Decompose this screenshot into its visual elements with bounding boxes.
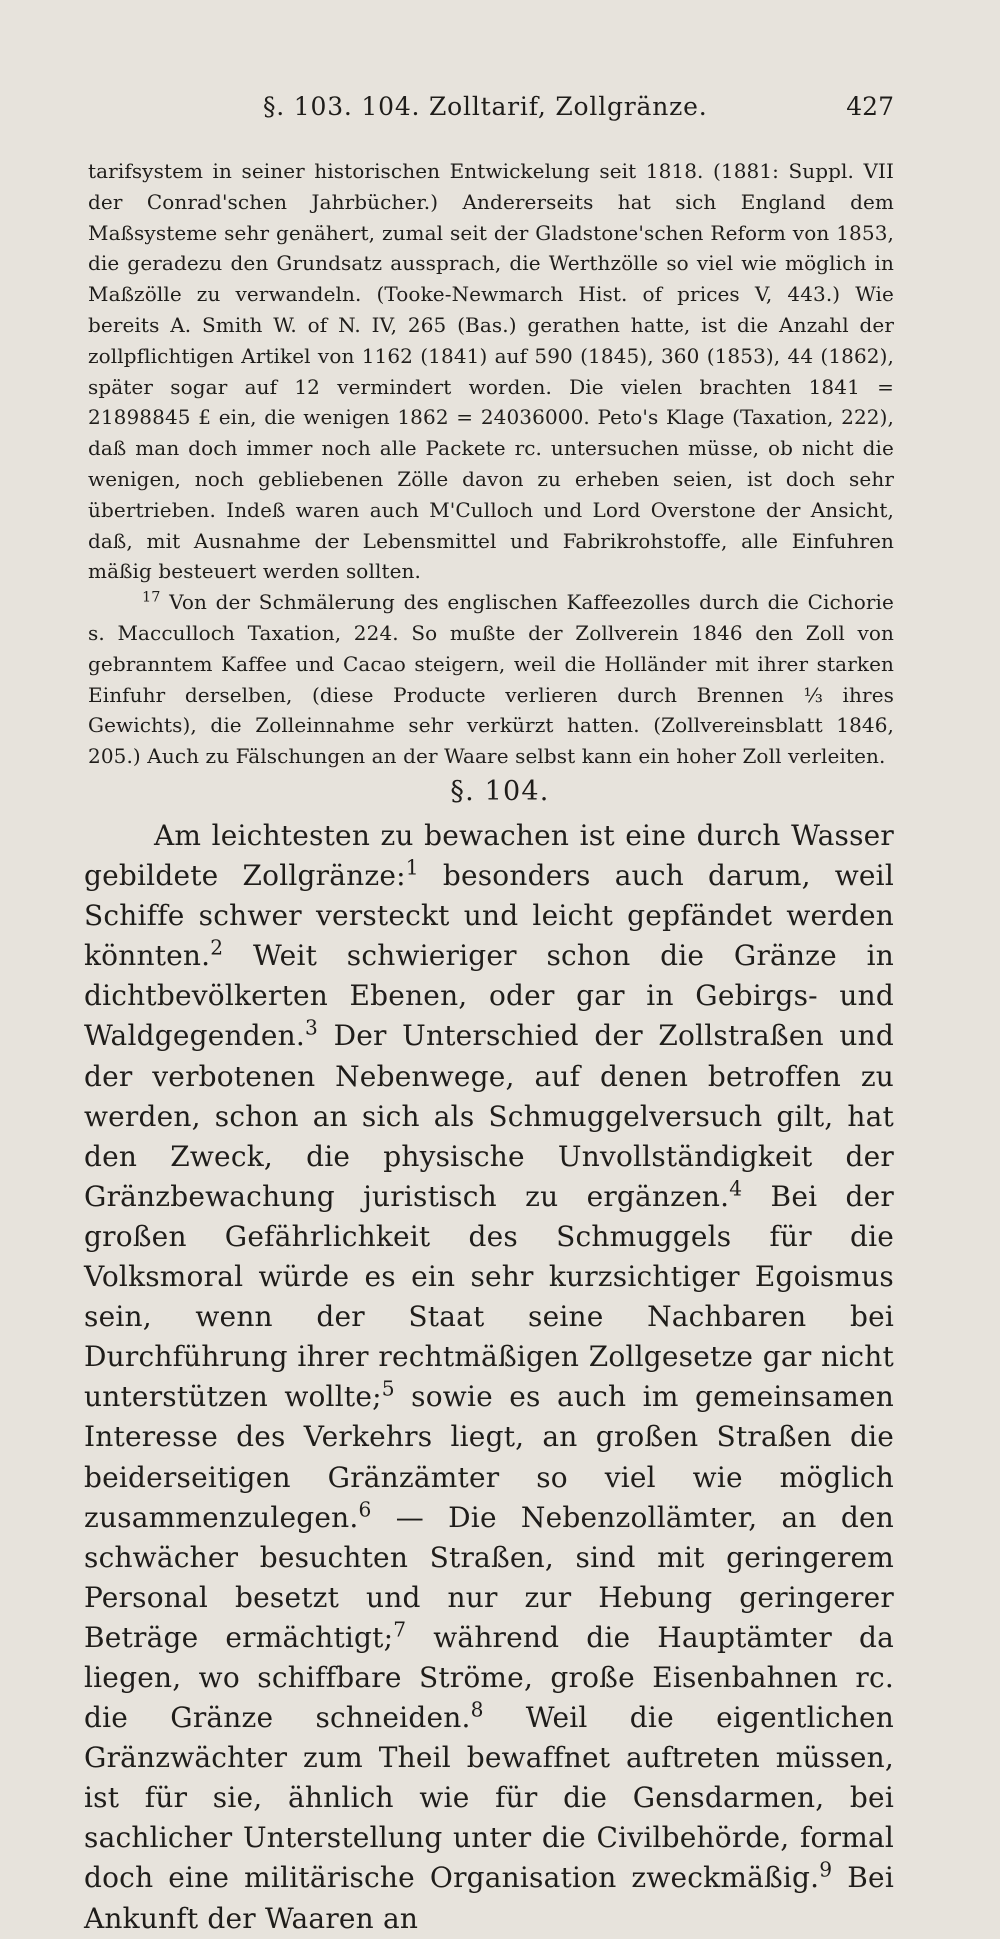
footnote-ref-8: 8 — [470, 1697, 484, 1722]
footnote-17 — [88, 587, 894, 772]
footnote-marker: 17 — [142, 589, 161, 606]
footnote-ref-3: 3 — [304, 1016, 318, 1041]
main-text-part: Bei der großen Gefährlichkeit des Schmuggels für die Volksmoral würde es ein sehr kurzsichtiger Egoismus sein, wenn der Staat seine Nachbaren bei Durchführung ihrer rechtmäßigen Zollgesetze gar nicht unterstützen wollte; — [84, 1179, 894, 1414]
section-heading: §. 104. — [450, 776, 550, 807]
main-text-part: Der Unterschied der Zollstraßen und der verbotenen Nebenwege, auf denen betroffen zu werden, schon an sich als Schmuggelversuch gilt, hat den Zweck, die physische Unvollständigkeit der Gränzbewachung juristisch zu ergänzen. — [84, 1019, 894, 1213]
page-number: 427 — [846, 92, 894, 121]
main-text-part: Weil die eigentlichen Gränzwächter zum Theil bewaffnet auftreten müssen, ist für sie, ähnlich wie für die Gensdarmen, bei sachlicher Unterstellung unter die Civilbehörde, formal doch eine militärische Organisation zweckmäßig. — [84, 1701, 895, 1895]
main-text-part: während die Hauptämter da liegen, wo schiffbare Ströme, große Eisenbahnen rc. die Gränze schneiden. — [84, 1620, 894, 1735]
footnote-ref-7: 7 — [393, 1617, 407, 1642]
notes-block — [88, 156, 894, 772]
footnote-ref-5: 5 — [381, 1376, 395, 1401]
footnote-ref-6: 6 — [358, 1497, 372, 1522]
main-text-part: Bei Ankunft der Waaren an — [84, 1861, 894, 1935]
footnote-ref-9: 9 — [819, 1858, 833, 1883]
main-text-part: — Die Nebenzollämter, an den schwächer besuchten Straßen, sind mit geringerem Personal besetzt und nur zur Hebung geringerer Beträge ermächtigt; — [84, 1500, 894, 1654]
footnote-text: Von der Schmälerung des englischen Kaffeezolles durch die Cichorie s. Macculloch Taxation, 224. So mußte der Zollverein 1846 den Zoll von gebranntem Kaffee und Cacao steigern, weil die Holländer mit ihrer starken Einfuhr derselben, (diese Producte verlieren durch Brennen ⅓ ihres Gewichts), die Zolleinnahme sehr verkürzt hatten. (Zollvereinsblatt 1846, 205.) Auch zu Fälschungen an der Waare selbst kann ein hoher Zoll verleiten. — [88, 590, 894, 769]
main-paragraph — [84, 816, 894, 1939]
main-text-part: sowie es auch im gemeinsamen Interesse des Verkehrs liegt, an großen Straßen die beiderseitigen Gränzämter so viel wie möglich zusammenzulegen. — [84, 1380, 894, 1534]
main-intro: Am leichtesten zu bewachen ist eine durch Wasser gebildete Zollgränze: — [84, 819, 894, 893]
page-header — [88, 92, 894, 128]
footnote-ref-4: 4 — [729, 1176, 743, 1201]
running-head: §. 103. 104. Zolltarif, Zollgränze. — [263, 92, 708, 121]
main-text-part: Weit schwieriger schon die Gränze in dichtbevölkerten Ebenen, oder gar in Gebirgs- und Waldgegenden. — [84, 939, 894, 1053]
footnote-ref-1: 1 — [405, 855, 419, 880]
main-text-part: besonders auch darum, weil Schiffe schwer versteckt und leicht gepfändet werden könnten. — [84, 859, 894, 973]
note-paragraph: tarifsystem in seiner historischen Entwickelung seit 1818. (1881: Suppl. VII der Conrad'schen Jahrbücher.) Andererseits hat sich England dem Maßsysteme sehr genähert, zumal seit der Gladstone'schen Reform von 1853, die geradezu den Grundsatz aussprach, die Werthzölle so viel wie möglich in Maßzölle zu verwandeln. (Tooke-Newmarch Hist. of prices V, 443.) Wie bereits A. Smith W. of N. IV, 265 (Bas.) gerathen hatte, ist die Anzahl der zollpflichtigen Artikel von 1162 (1841) auf 590 (1845), 360 (1853), 44 (1862), später sogar auf 12 vermindert worden. Die vielen brachten 1841 = 21898845 £ ein, die wenigen 1862 = 24036000. Peto's Klage (Taxation, 222), daß man doch immer noch alle Packete rc. untersuchen müsse, ob nicht die wenigen, noch gebliebenen Zölle davon zu erheben seien, ist doch sehr übertrieben. Indeß waren auch M'Culloch und Lord Overstone der Ansicht, daß, mit Ausnahme der Lebensmittel und Fabrikrohstoffe, alle Einfuhren mäßig besteuert werden sollten. — [88, 159, 894, 584]
footnote-ref-2: 2 — [210, 935, 224, 960]
